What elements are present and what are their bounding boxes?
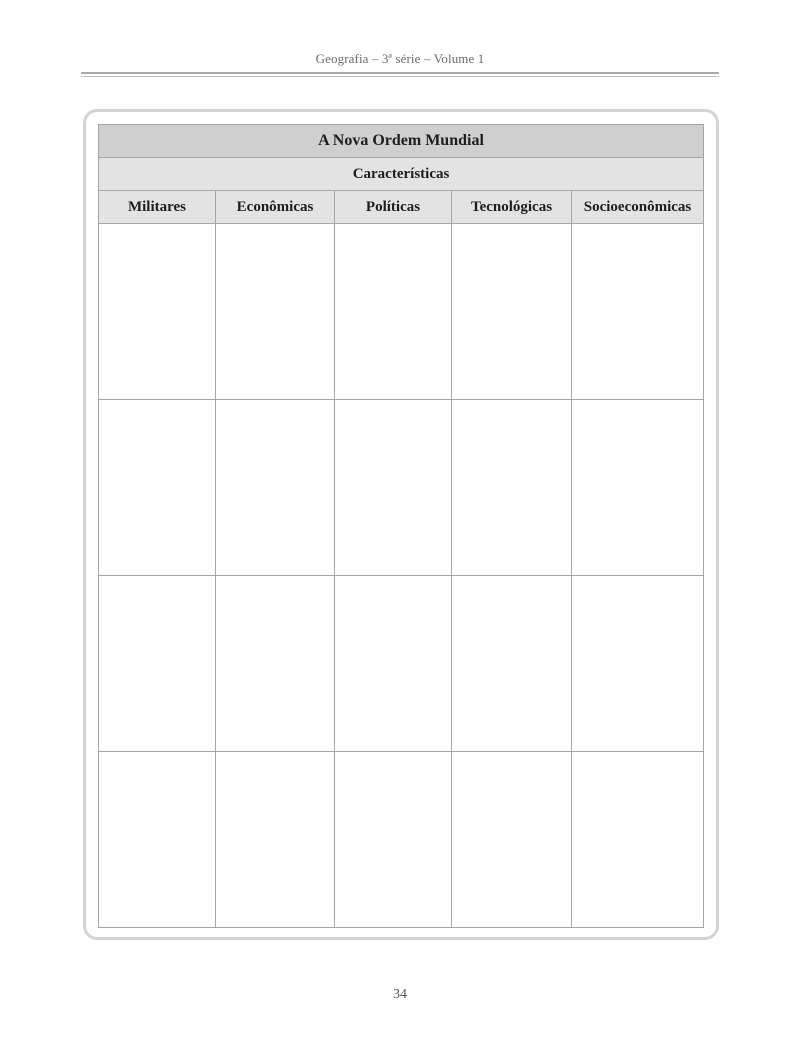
page-number: 34 (393, 987, 407, 1002)
answer-cell[interactable] (216, 400, 335, 576)
answer-cell[interactable] (99, 752, 216, 928)
answer-cell[interactable] (452, 576, 572, 752)
answer-cell[interactable] (216, 224, 335, 400)
table-row (99, 400, 704, 576)
answer-cell[interactable] (452, 400, 572, 576)
table-row (99, 224, 704, 400)
answer-cell[interactable] (452, 224, 572, 400)
answer-cell[interactable] (452, 752, 572, 928)
answer-cell[interactable] (216, 752, 335, 928)
column-header-tecnologicas: Tecnológicas (452, 191, 572, 224)
answer-cell[interactable] (99, 576, 216, 752)
answer-cell[interactable] (335, 224, 452, 400)
answer-cell[interactable] (216, 576, 335, 752)
table-subtitle: Características (99, 158, 704, 191)
header-rule-thick (81, 72, 719, 74)
column-header-politicas: Políticas (335, 191, 452, 224)
table-title: A Nova Ordem Mundial (99, 125, 704, 158)
answer-cell[interactable] (572, 224, 704, 400)
answer-cell[interactable] (572, 576, 704, 752)
column-header-economicas: Econômicas (216, 191, 335, 224)
answer-cell[interactable] (335, 752, 452, 928)
table-row (99, 576, 704, 752)
characteristics-table (98, 124, 704, 928)
answer-cell[interactable] (99, 224, 216, 400)
answer-cell[interactable] (335, 576, 452, 752)
running-header: Geografia – 3ª série – Volume 1 (315, 51, 485, 66)
answer-cell[interactable] (99, 400, 216, 576)
answer-cell[interactable] (572, 400, 704, 576)
table-row (99, 752, 704, 928)
column-header-militares: Militares (99, 191, 216, 224)
answer-cell[interactable] (572, 752, 704, 928)
answer-cell[interactable] (335, 400, 452, 576)
column-header-socioeconomicas: Socioeconômicas (572, 191, 704, 224)
header-rule-thin (81, 76, 719, 77)
